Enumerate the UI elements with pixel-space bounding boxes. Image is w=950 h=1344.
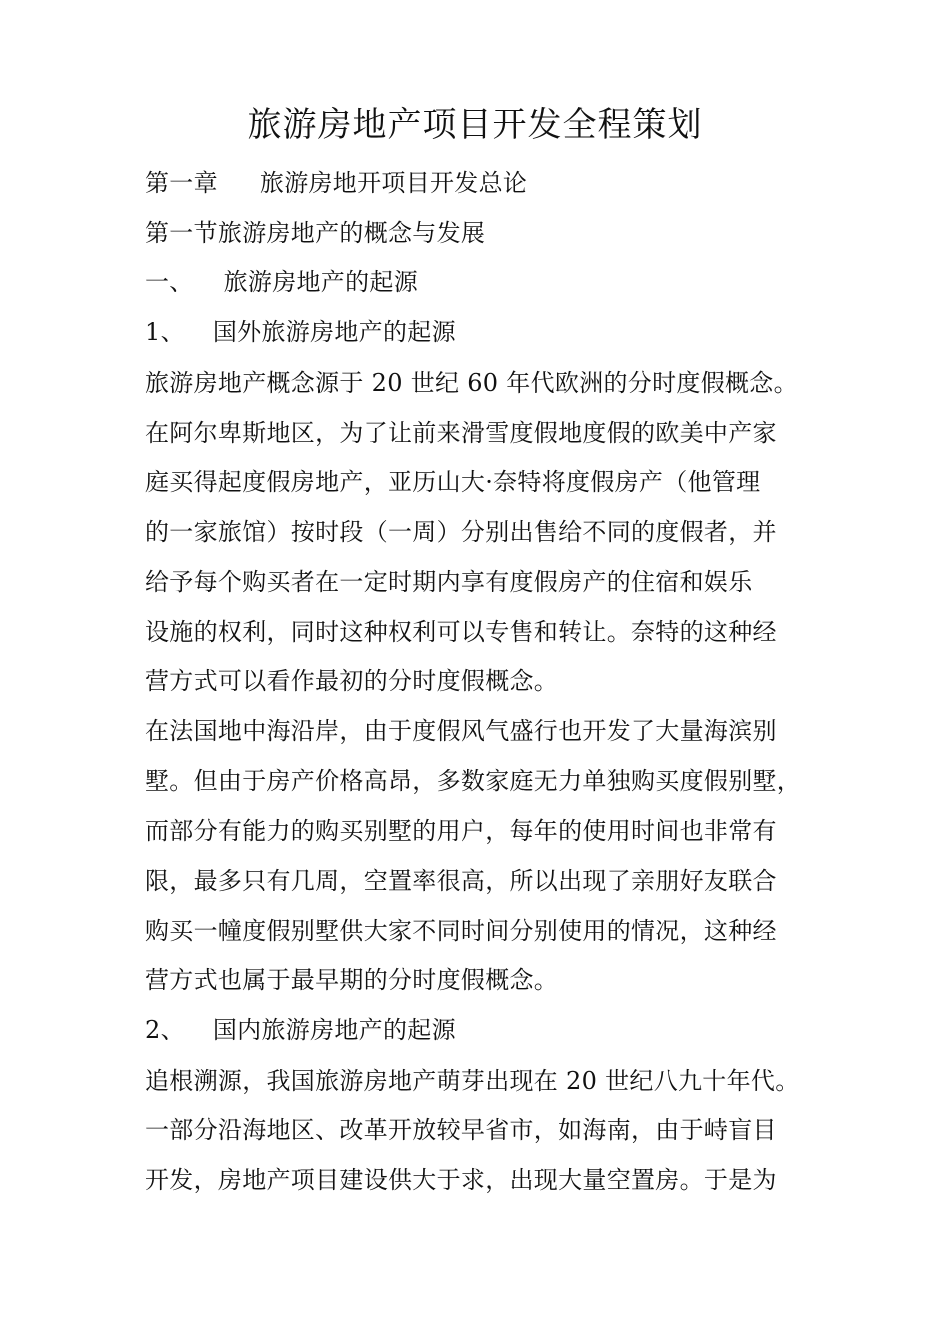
chapter-text: 旅游房地开项目开发总论 [259, 169, 528, 197]
paragraph-1-line: 营方式可以看作最初的分时度假概念。 [145, 667, 559, 695]
section-heading: 第一节旅游房地产的概念与发展 [145, 219, 486, 247]
paragraph-2-line: 而部分有能力的购买别墅的用户，每年的使用时间也非常有 [145, 817, 777, 845]
chapter-heading [145, 168, 527, 198]
document-title: 旅游房地产项目开发全程策划 [247, 105, 703, 145]
subheading-1-label: 1、 [145, 318, 185, 346]
paragraph-2-line: 营方式也属于最早期的分时度假概念。 [145, 966, 559, 994]
paragraph-3-line: 追根溯源，我国旅游房地产萌芽出现在 20 世纪八九十年代。 [145, 1067, 800, 1095]
paragraph-2-line: 墅。但由于房产价格高昂，多数家庭无力单独购买度假别墅， [145, 767, 802, 795]
paragraph-1-line: 庭买得起度假房地产，亚历山大·奈特将度假房产（他管理 [145, 468, 761, 496]
paragraph-1-line: 设施的权利，同时这种权利可以专售和转让。奈特的这种经 [145, 618, 777, 646]
paragraph-3-line: 一部分沿海地区、改革开放较早省市，如海南，由于峙盲目 [145, 1116, 777, 1144]
subheading-1-text: 国外旅游房地产的起源 [212, 318, 456, 346]
subheading-2 [145, 1015, 456, 1045]
paragraph-2-line: 限，最多只有几周，空置率很高，所以出现了亲朋好友联合 [145, 867, 777, 895]
subheading-1 [145, 317, 456, 347]
paragraph-3-line: 开发，房地产项目建设供大于求，出现大量空置房。于是为 [145, 1166, 777, 1194]
subheading-2-text: 国内旅游房地产的起源 [212, 1016, 456, 1044]
subheading-2-label: 2、 [145, 1016, 185, 1044]
paragraph-1-line: 在阿尔卑斯地区，为了让前来滑雪度假地度假的欧美中产家 [145, 419, 777, 447]
paragraph-1-line: 旅游房地产概念源于 20 世纪 60 年代欧洲的分时度假概念。 [145, 369, 798, 397]
chapter-label: 第一章 [145, 169, 218, 197]
heading-1-label: 一、 [145, 268, 194, 296]
paragraph-1-line: 给予每个购买者在一定时期内享有度假房产的住宿和娱乐 [145, 568, 753, 596]
paragraph-2-line: 在法国地中海沿岸，由于度假风气盛行也开发了大量海滨别 [145, 717, 777, 745]
paragraph-2-line: 购买一幢度假别墅供大家不同时间分别使用的情况，这种经 [145, 917, 777, 945]
paragraph-1-line: 的一家旅馆）按时段（一周）分别出售给不同的度假者，并 [145, 518, 777, 546]
heading-1 [145, 267, 418, 297]
heading-1-text: 旅游房地产的起源 [223, 268, 419, 296]
